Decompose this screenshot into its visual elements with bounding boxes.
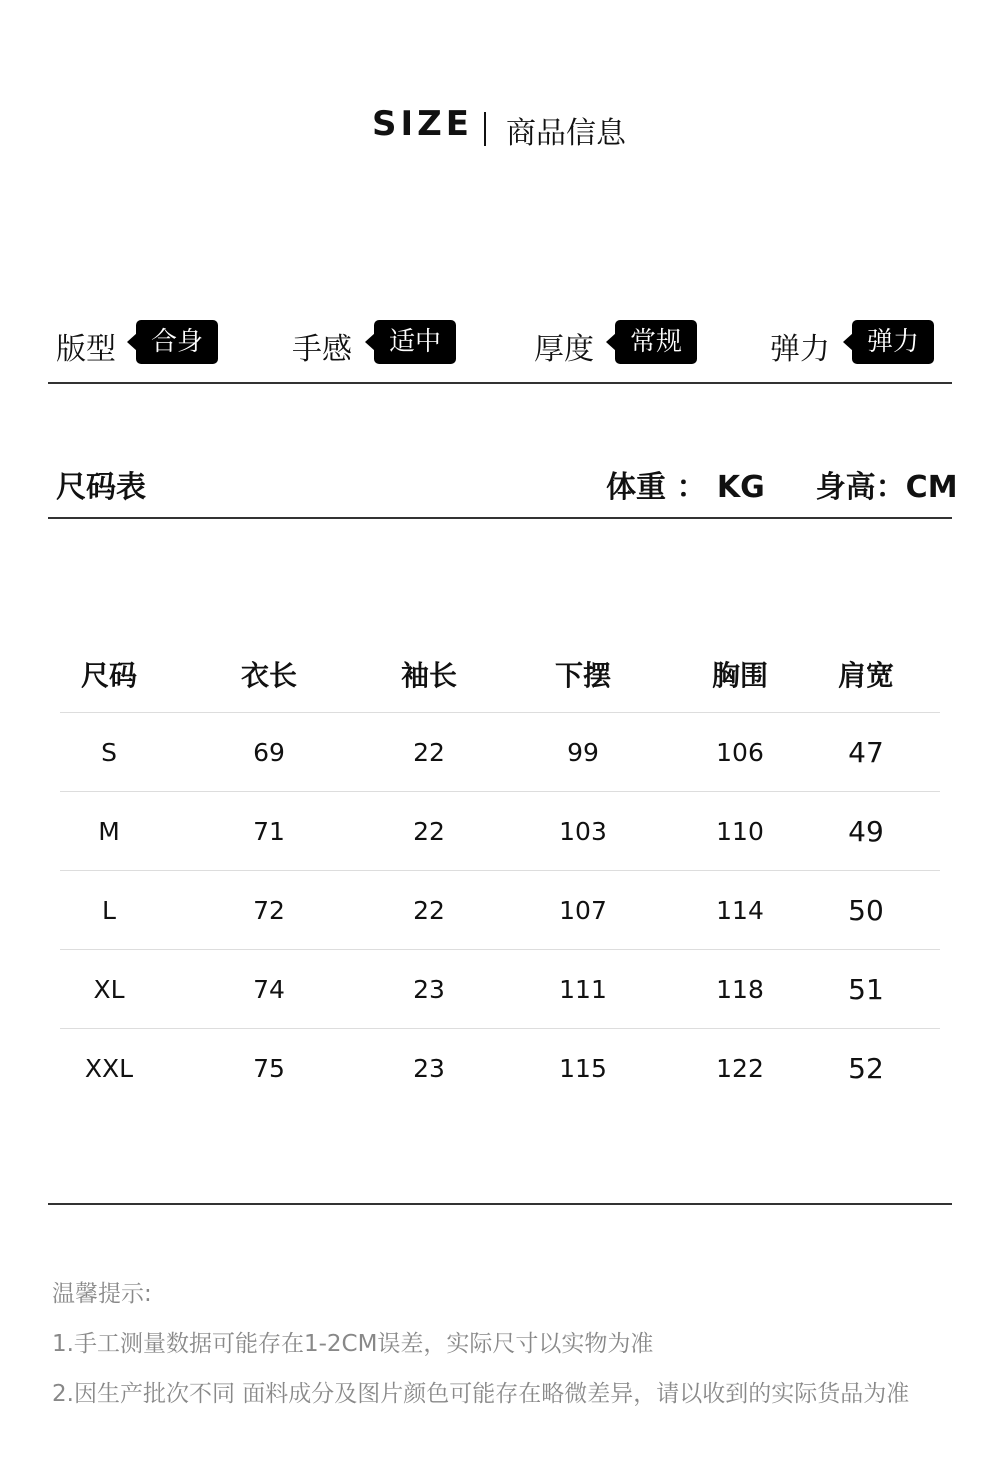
note-item: 1.手工测量数据可能存在1-2CM误差，实际尺寸以实物为准 [52,1331,654,1357]
notes-section [52,1278,909,1428]
table-cell: 122 [716,1053,764,1083]
divider [48,382,952,384]
table-cell: 75 [253,1053,285,1083]
column-header: 下摆 [478,636,688,713]
page-header [0,104,1000,152]
table-cell: 118 [688,950,792,1029]
table-cell: 72 [158,871,380,950]
header-divider [484,112,486,146]
table-cell: 99 [478,713,688,792]
size-cell: L [60,871,158,950]
table-cell: 114 [688,871,792,950]
attribute-label: 手感 [292,332,352,367]
size-chart-title: 尺码表 [56,470,146,505]
size-cell: S [60,713,158,792]
table-row [60,713,940,792]
attribute-tag: 弹力 [852,320,934,364]
table-cell: 51 [792,950,940,1029]
size-chart-units [606,462,958,506]
column-header: 袖长 [380,636,478,713]
table-cell: 47 [792,713,940,792]
divider [48,1203,952,1205]
height-unit-label: 身高：CM [815,470,958,505]
table-row [60,871,940,950]
attribute-label: 厚度 [534,332,594,367]
table-cell: 49 [792,792,940,871]
table-header-row [60,636,940,713]
attribute-label: 弹力 [770,332,830,367]
column-header: 衣长 [158,636,380,713]
column-header: 肩宽 [792,636,940,713]
size-table [60,636,940,1107]
header-cn-title: 商品信息 [506,116,626,151]
attribute-label: 版型 [56,332,116,367]
table-cell: 74 [158,950,380,1029]
header-en-title: SIZE [372,104,474,144]
table-cell: 106 [688,713,792,792]
table-cell: 52 [848,1051,884,1085]
table-row [60,1029,940,1108]
size-cell: XL [60,950,158,1029]
table-cell: 50 [792,871,940,950]
table-cell: 115 [559,1053,607,1083]
size-cell: M [60,792,158,871]
table-cell: 103 [478,792,688,871]
table-cell: 22 [380,871,478,950]
table-cell: 23 [380,950,478,1029]
table-cell: 71 [158,792,380,871]
table-cell: 69 [158,713,380,792]
attribute-tag: 合身 [136,320,218,364]
column-header: 胸围 [688,636,792,713]
table-cell: 111 [478,950,688,1029]
table-cell: 23 [413,1053,445,1083]
size-cell: XXL [84,1053,134,1083]
table-cell: 22 [380,713,478,792]
notes-heading: 温馨提示: [52,1281,152,1307]
table-cell: 107 [478,871,688,950]
divider [48,517,952,519]
attribute-tag: 常规 [615,320,697,364]
weight-unit-label: 体重 ： KG [606,470,765,505]
table-row [60,950,940,1029]
column-header: 尺码 [60,636,158,713]
note-item: 2.因生产批次不同 面料成分及图片颜色可能存在略微差异，请以收到的实际货品为准 [52,1381,910,1407]
table-row [60,792,940,871]
attribute-row [0,318,1000,368]
attribute-tag: 适中 [374,320,456,364]
table-cell: 22 [380,792,478,871]
table-cell: 110 [688,792,792,871]
